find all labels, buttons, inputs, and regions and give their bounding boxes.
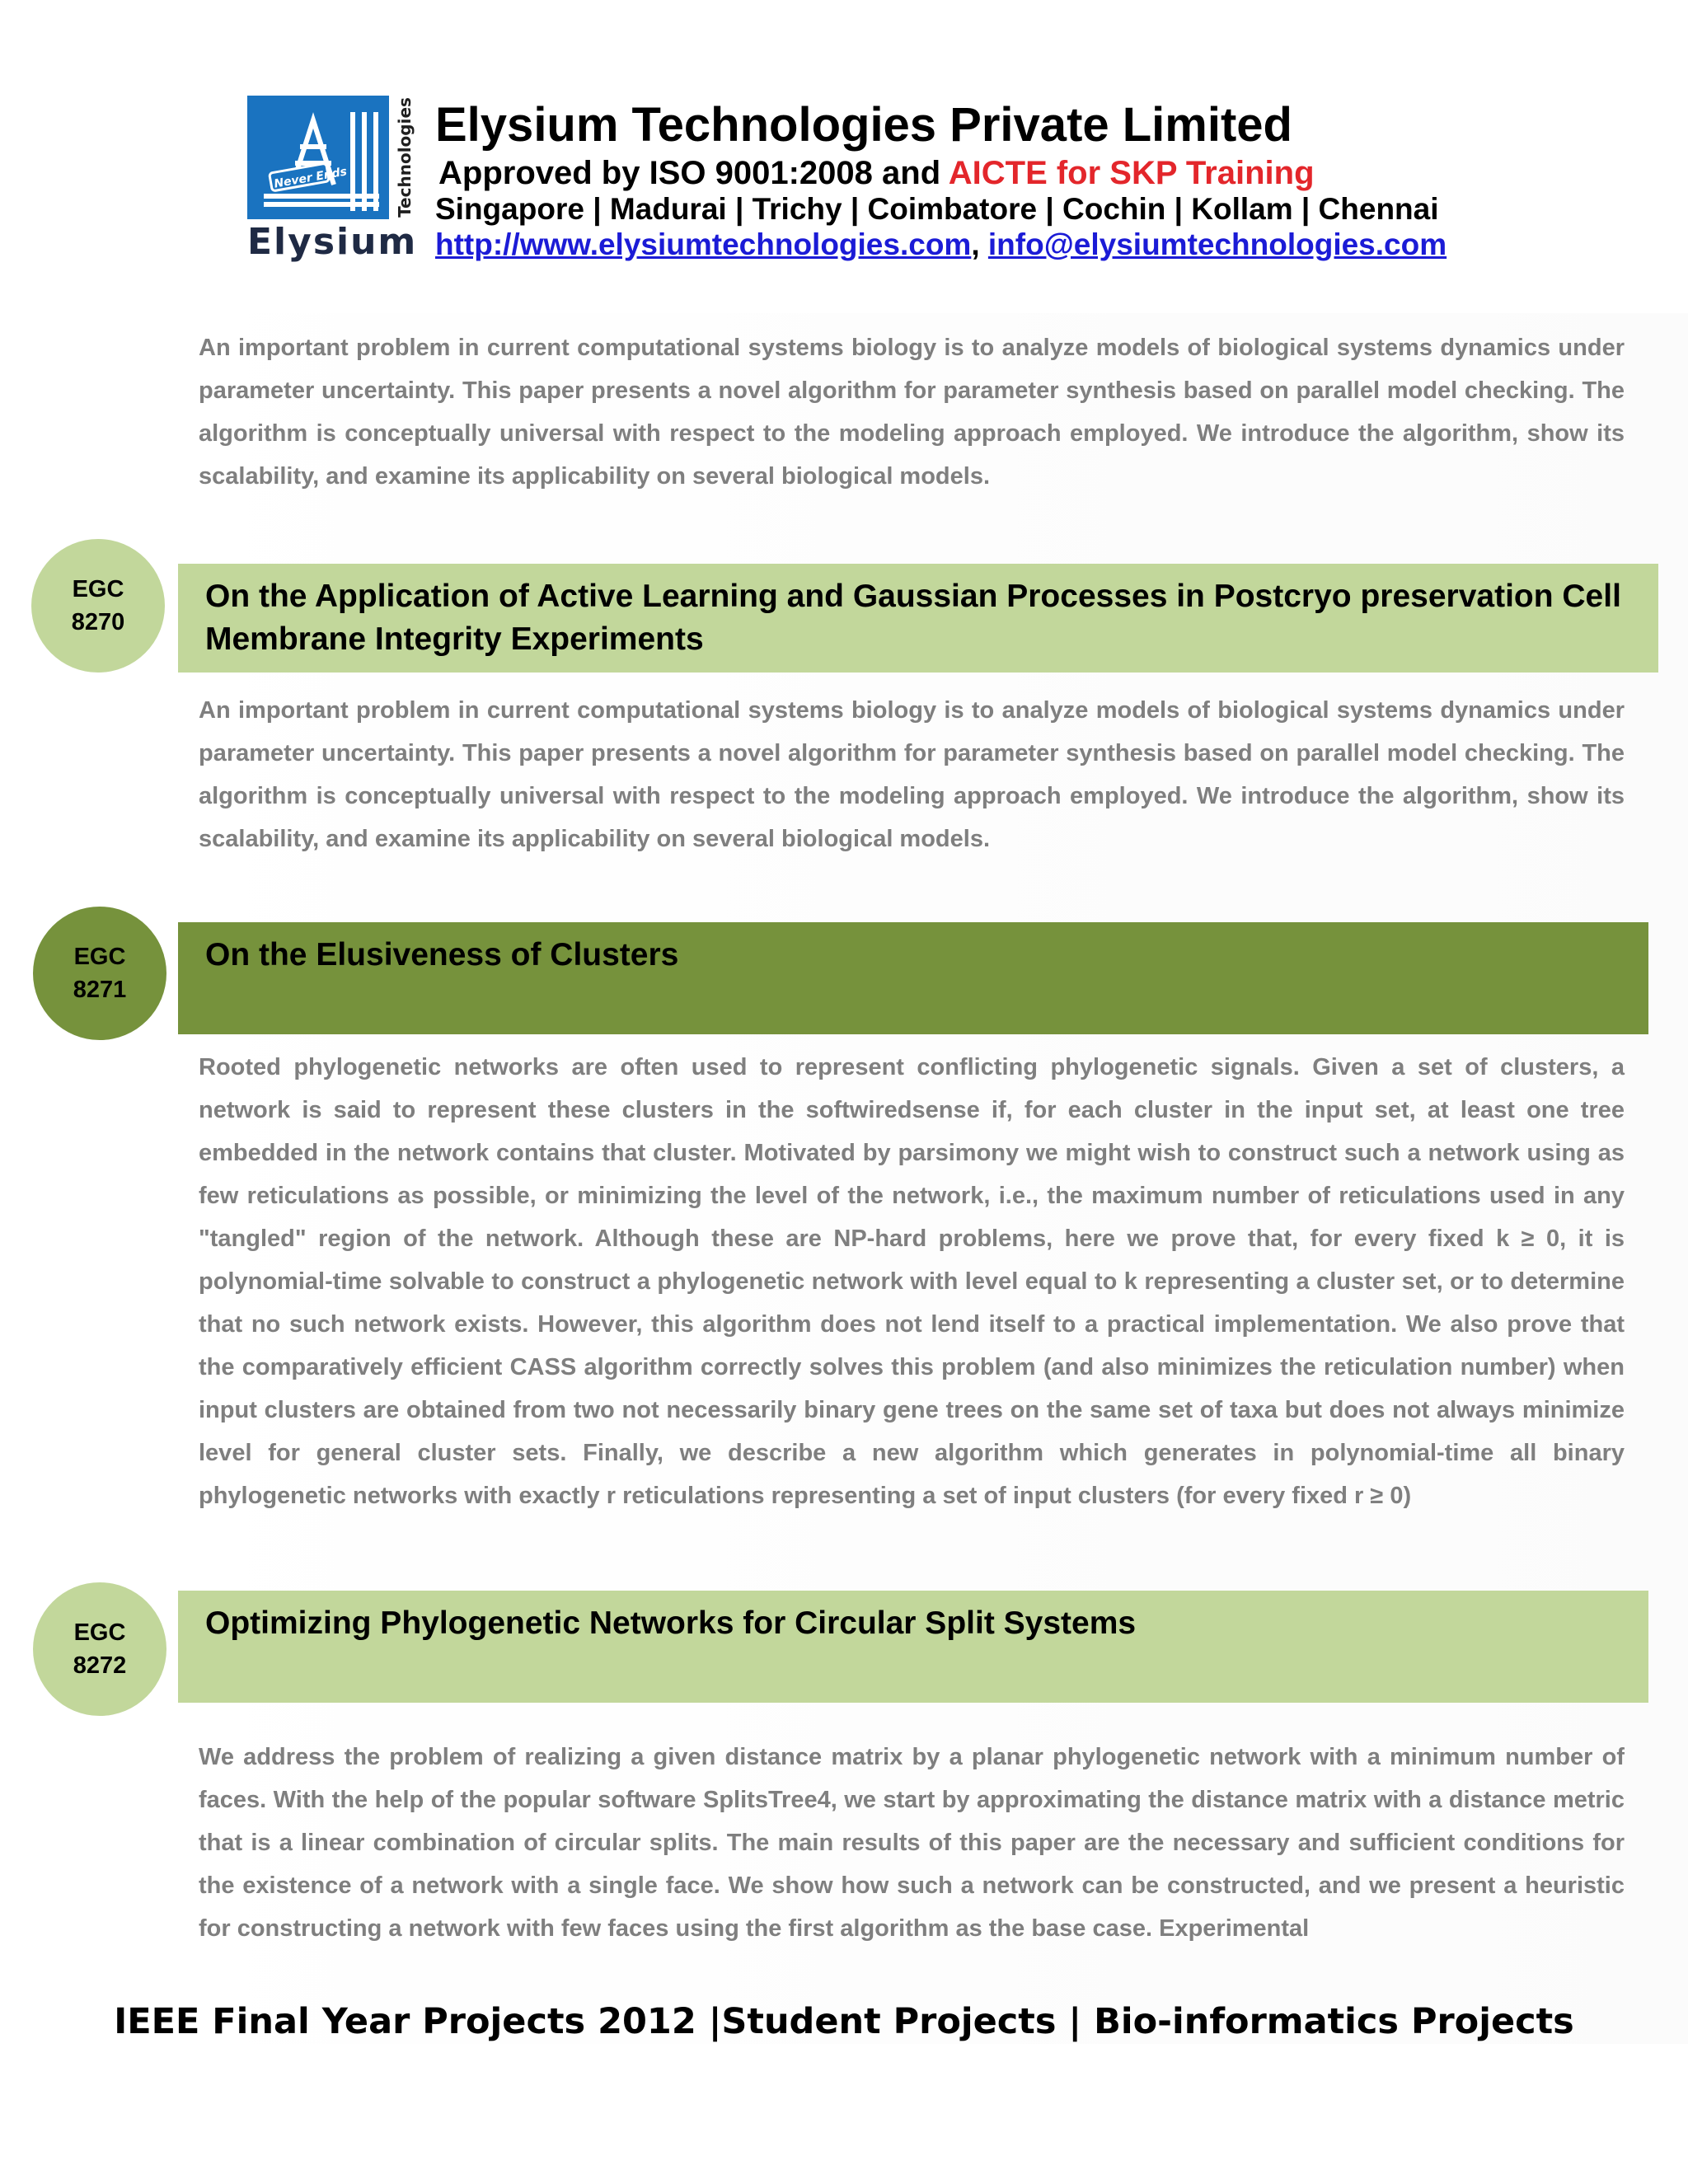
company-name: Elysium Technologies Private Limited bbox=[435, 98, 1292, 152]
code-prefix: EGC bbox=[73, 944, 126, 970]
project-title-bar bbox=[178, 1591, 1648, 1703]
intro-abstract: An important problem in current computational systems biology is to analyze models of biological systems dynamics under parameter uncertainty. This paper presents a novel algorithm for parameter synthesis based on parallel model checking. The algorithm is conceptually universal with respect to the modeling approach employed. We introduce the algorithm, show its scalability, and examine its applicability on several biological models. bbox=[199, 335, 1625, 490]
logo-side-label: Technologies bbox=[395, 97, 415, 218]
project-abstract: We address the problem of realizing a given distance matrix by a planar phylogenetic network with a minimum number of faces. With the help of the popular software SplitsTree4, we start by approximating the distance matrix with a distance metric that is a linear combination of circular splits. The main results of this paper are the necessary and sufficient conditions for the existence of a network with a single face. We show how such a network can be constructed, and we present a heuristic for constructing a network with few faces using the first algorithm as the base case. Experimental bbox=[199, 1744, 1625, 1942]
tower-logo-icon bbox=[247, 96, 389, 219]
project-title: Optimizing Phylogenetic Networks for Circular Split Systems bbox=[205, 1605, 1137, 1641]
email-link[interactable]: info@elysiumtechnologies.com bbox=[987, 227, 1447, 261]
office-locations: Singapore | Madurai | Trichy | Coimbatore | Cochin | Kollam | Chennai bbox=[435, 192, 1439, 226]
accreditation-line bbox=[438, 155, 1315, 192]
project-abstract: An important problem in current computational systems biology is to analyze models of biological systems dynamics under parameter uncertainty. This paper presents a novel algorithm for parameter synthesis based on parallel model checking. The algorithm is conceptually universal with respect to the modeling approach employed. We introduce the algorithm, show its scalability, and examine its applicability on several biological models. bbox=[199, 697, 1625, 852]
project-abstract: Rooted phylogenetic networks are often used to represent conflicting phylogenetic signals. Given a set of clusters, a network is said to represent these clusters in the softwiredsense if, for each cluster in the input set, at least one tree embedded in the network contains that cluster. Motivated by parsimony we might wish to construct such a network using as few reticulations as possible, or minimizing the level of the network, i.e., the maximum number of reticulations used in any "tangled" region of the network. Although these are NP-hard problems, here we prove that, for every fixed k ≥ 0, it is polynomial-time solvable to construct a phylogenetic network with level equal to k representing a cluster set, or to determine that no such network exists. However, this algorithm does not lend itself to a practical implementation. We also prove that the comparatively efficient CASS algorithm correctly solves this problem (and also minimizes the reticulation number) when input clusters are obtained from two not necessarily binary gene trees on the same set of taxa but does not always minimize level for general cluster sets. Finally, we describe a new algorithm which generates in polynomial-time all binary phylogenetic networks with exactly r reticulations representing a set of input clusters (for every fixed r ≥ 0) bbox=[199, 1054, 1625, 1509]
project-title: On the Elusiveness of Clusters bbox=[205, 937, 679, 972]
accreditation-prefix: Approved by ISO 9001:2008 and bbox=[438, 155, 949, 191]
project-title-bar bbox=[178, 564, 1658, 673]
accreditation-highlight: AICTE for SKP Training bbox=[948, 155, 1315, 191]
company-logo bbox=[247, 96, 389, 219]
project-code-badge bbox=[33, 1582, 166, 1716]
website-link[interactable]: http://www.elysiumtechnologies.com bbox=[435, 227, 972, 261]
project-title: On the Application of Active Learning and Gaussian Processes in Postcryo preservation Cell Membrane Integrity Experiments bbox=[205, 579, 1621, 657]
code-number: 8270 bbox=[71, 609, 125, 635]
project-code-badge bbox=[33, 907, 166, 1040]
project-code-badge bbox=[31, 539, 165, 673]
link-separator: , bbox=[971, 227, 980, 261]
code-prefix: EGC bbox=[72, 576, 124, 602]
code-prefix: EGC bbox=[73, 1619, 126, 1646]
logo-side-text bbox=[394, 96, 415, 219]
code-number: 8271 bbox=[73, 977, 127, 1003]
logo-wordmark: Elysium bbox=[247, 221, 418, 263]
contact-links bbox=[435, 227, 1447, 262]
project-title-bar bbox=[178, 922, 1648, 1034]
page-footer: IEEE Final Year Projects 2012 |Student Projects | Bio-informatics Projects bbox=[114, 2001, 1574, 2042]
code-number: 8272 bbox=[73, 1652, 127, 1679]
logo-tagline: Never Ends bbox=[273, 165, 349, 191]
